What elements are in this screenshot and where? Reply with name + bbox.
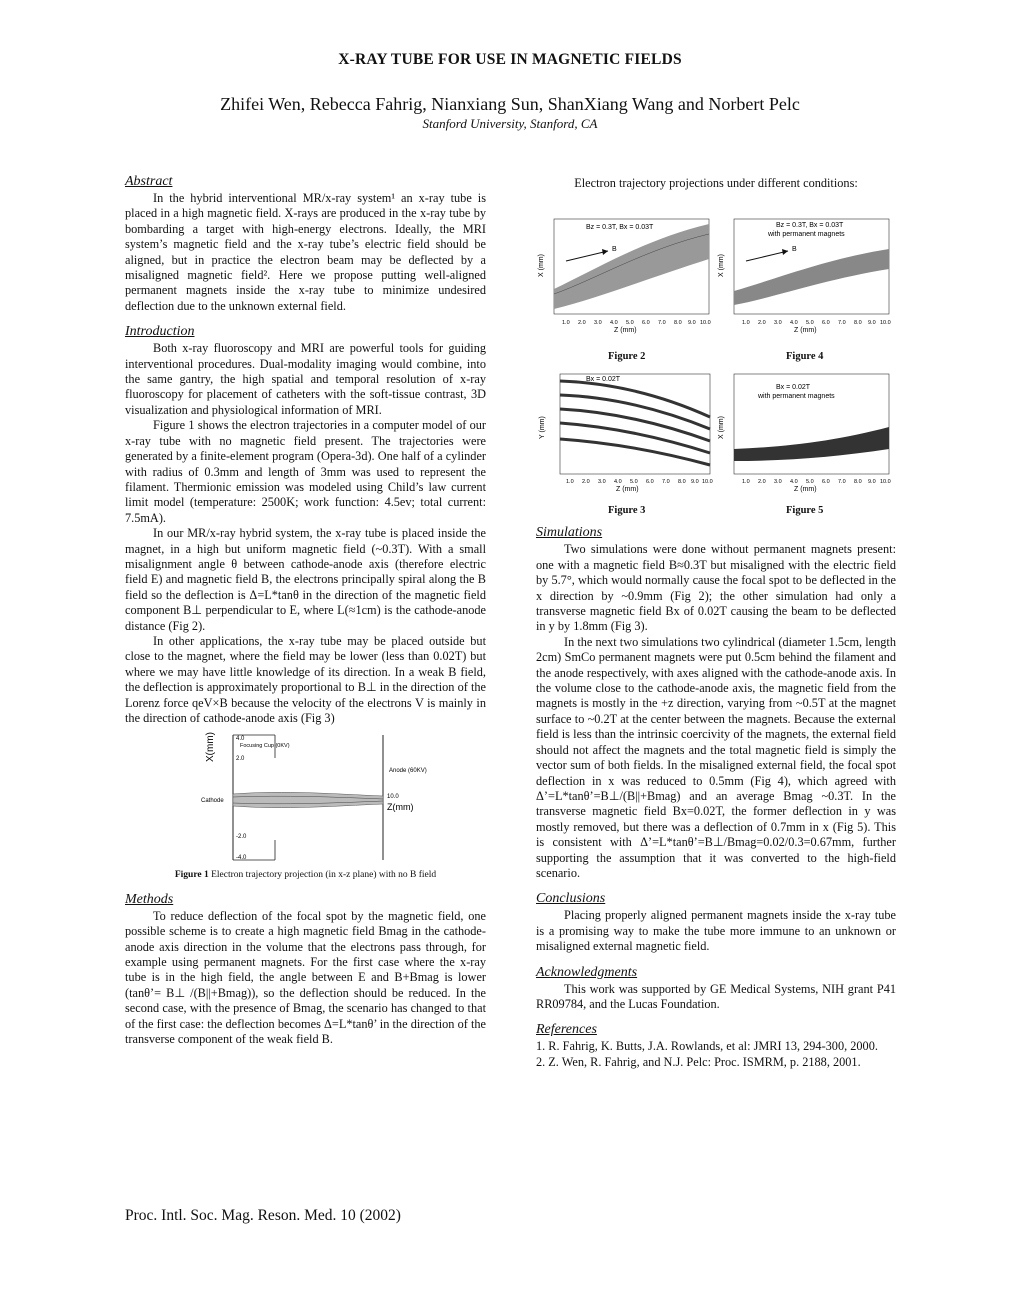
fig2-xtick: 1.0 (562, 320, 570, 327)
figures-grid (536, 199, 896, 517)
fig4-xtick: 9.0 (868, 320, 876, 327)
fig4-xtick: 4.0 (790, 320, 798, 327)
fig4-xtick: 2.0 (758, 320, 766, 327)
fig2-xticks (562, 320, 711, 326)
intro-paragraph-2: Figure 1 shows the electron trajectories in a computer model of our x-ray tube with no magnetic field present. The trajectories were generated by a finite-element program (Opera-3d). One half of a cylinder with radius of 0.3mm and length of 3mm was used to represent the filament. Thermionic emission was modeled using Child’s law current limit model (temperature: 2500K; work function: 4.5ev; total current: 7.5mA). (125, 418, 486, 525)
fig3-xtick: 4.0 (614, 479, 622, 486)
fig1-tick-5: 10.0 (387, 794, 399, 801)
fig4-ylabel: X (mm) (718, 254, 725, 278)
fig5-xtick: 9.0 (868, 479, 876, 486)
fig1-tick-2: 2.0 (236, 756, 245, 763)
references-heading: References (536, 1022, 597, 1038)
fig3-xtick: 8.0 (678, 479, 686, 486)
fig3-xtick: 10.0 (702, 479, 713, 486)
fig1-anode: Anode (60KV) (389, 768, 427, 775)
figure-1 (125, 730, 486, 870)
fig5-xtick: 7.0 (838, 479, 846, 486)
fig3-xtick: 3.0 (598, 479, 606, 486)
fig2-xtick: 7.0 (658, 320, 666, 327)
left-column (125, 174, 486, 1047)
introduction-heading: Introduction (125, 324, 195, 340)
fig1-focusing-cup: Focusing Cup (0KV) (240, 743, 290, 750)
intro-paragraph-1: Both x-ray fluoroscopy and MRI are powerful tools for guiding interventional procedures. Dual-modality imaging would combine, into the same gantry, the high spatial and temporal resolution of x-ray fluoroscopy for placement of catheters with the soft-tissue contrast, 3D visualization and physiological information of MRI. (125, 341, 486, 417)
figure-4-plot (716, 199, 896, 339)
figure-2-plot (536, 199, 716, 339)
fig1-zlabel: Z(mm) (387, 802, 414, 813)
fig5-xtick: 2.0 (758, 479, 766, 486)
author-list: Zhifei Wen, Rebecca Fahrig, Nianxiang Sun, ShanXiang Wang and Norbert Pelc (220, 94, 800, 114)
fig3-xtick: 9.0 (691, 479, 699, 486)
fig1-tick-4: -4.0 (236, 855, 247, 862)
fig4-xtick: 5.0 (806, 320, 814, 327)
figure-1-label: Figure 1 (174, 870, 209, 881)
reference-item: 1. R. Fahrig, K. Butts, J.A. Rowlands, et al: JMRI 13, 294-300, 2000. (536, 1039, 878, 1054)
fig5-subtitle: with permanent magnets (758, 393, 835, 401)
fig5-xticks (742, 479, 891, 485)
figures-heading: Electron trajectory projections under different conditions: (574, 176, 858, 190)
methods-heading: Methods (125, 891, 174, 907)
fig2-ylabel: X (mm) (538, 254, 545, 278)
fig1-ylabel: X(mm) (205, 732, 216, 763)
fig2-xtick: 9.0 (688, 320, 696, 327)
fig3-xtick: 1.0 (566, 479, 574, 486)
fig2-title: Bz = 0.3T, Bx = 0.03T (586, 224, 654, 232)
fig4-subtitle: with permanent magnets (768, 231, 845, 239)
acknowledgments-text: This work was supported by GE Medical Systems, NIH grant P41 RR09784, and the Lucas Foundation. (536, 981, 896, 1011)
fig2-xtick: 2.0 (578, 320, 586, 327)
fig3-xlabel: Z (mm) (616, 486, 639, 494)
paper-title: X-RAY TUBE FOR USE IN MAGNETIC FIELDS (338, 51, 682, 68)
fig2-arrow-label: B (612, 246, 617, 254)
fig5-xtick: 4.0 (790, 479, 798, 486)
fig3-xtick: 2.0 (582, 479, 590, 486)
fig5-xtick: 8.0 (854, 479, 862, 486)
fig5-xtick: 3.0 (774, 479, 782, 486)
fig4-title: Bz = 0.3T, Bx = 0.03T (776, 222, 844, 230)
fig5-ylabel: X (mm) (718, 416, 725, 440)
figure-3-label: Figure 3 (608, 505, 646, 517)
fig2-xtick: 3.0 (594, 320, 602, 327)
fig4-xticks (742, 320, 891, 326)
fig5-xtick: 6.0 (822, 479, 830, 486)
fig2-xtick: 8.0 (674, 320, 682, 327)
figure-2-label: Figure 2 (608, 351, 646, 363)
fig4-arrow-label: B (792, 246, 797, 254)
intro-paragraph-4: In other applications, the x-ray tube may be placed outside but close to the magnet, where the field may be lower (less than 0.02T) but where we may have little knowledge of its direction. In a weak B field, the deflection is approximately proportional to B⊥ in the direction of the Lorenz force qeV×B because the velocity of the electrons V is mainly in the direction of cathode-anode axis (Fig 3) (125, 633, 486, 725)
figure-1-caption-text: Electron trajectory projection (in x-z plane) with no B field (211, 870, 437, 881)
fig3-xtick: 6.0 (646, 479, 654, 486)
affiliation: Stanford University, Stanford, CA (422, 116, 598, 131)
figure-4-label: Figure 4 (786, 351, 824, 363)
fig1-tick-3: -2.0 (236, 834, 247, 841)
fig2-xtick: 5.0 (626, 320, 634, 327)
fig4-xtick: 3.0 (774, 320, 782, 327)
fig5-xtick: 10.0 (880, 479, 891, 486)
conclusions-text: Placing properly aligned permanent magnets inside the x-ray tube is a promising way to make the tube more immune to an unknown or misaligned external magnetic field. (536, 908, 896, 954)
fig5-xtick: 5.0 (806, 479, 814, 486)
fig3-ylabel: Y (mm) (539, 416, 546, 440)
fig4-xtick: 1.0 (742, 320, 750, 327)
simulations-heading: Simulations (536, 525, 603, 541)
fig3-xtick: 5.0 (630, 479, 638, 486)
intro-paragraph-3: In our MR/x-ray hybrid system, the x-ray tube is placed inside the magnet, in a high but uniform magnetic field (~0.3T). With a small misalignment angle θ between cathode-anode axis (therefore electric field E) and magnetic field B, the electrons principally spiral along the B field so the deflection is Δ=L*tanθ in the direction of the magnetic field component B⊥ perpendicular to E, where L(≈1cm) is the cathode-anode distance (Fig 2). (125, 526, 486, 633)
figure-5-label: Figure 5 (786, 505, 824, 517)
fig1-cathode: Cathode (201, 798, 224, 805)
fig4-xtick: 6.0 (822, 320, 830, 327)
fig2-xtick: 10.0 (700, 320, 711, 327)
fig3-xticks (566, 479, 713, 485)
conclusions-heading: Conclusions (536, 891, 606, 907)
fig4-xtick: 7.0 (838, 320, 846, 327)
acknowledgments-heading: Acknowledgments (536, 964, 638, 980)
fig2-xtick: 6.0 (642, 320, 650, 327)
figure-1-plot (125, 730, 486, 870)
page-footer: Proc. Intl. Soc. Mag. Reson. Med. 10 (2002) (125, 1207, 401, 1224)
fig4-xtick: 10.0 (880, 320, 891, 327)
abstract-heading: Abstract (125, 174, 173, 189)
fig4-xlabel: Z (mm) (794, 327, 817, 335)
fig2-xlabel: Z (mm) (614, 327, 637, 335)
fig5-xlabel: Z (mm) (794, 486, 817, 494)
right-column (536, 176, 896, 1070)
figure-1-caption (125, 868, 486, 883)
abstract-text: In the hybrid interventional MR/x-ray system¹ an x-ray tube is placed in a high magnetic field. X-rays are produced in the x-ray tube by bombarding a target with high-energy electrons. Ideally, the MRI system’s magnetic field and the x-ray tube’s electric field should be aligned, but in practice the electron beam may be deflected by a misaligned magnetic field². Here we propose putting well-aligned permanent magnets inside the x-ray tube to minimize undesired deflection due to the unknown external field. (125, 191, 486, 313)
fig2-xtick: 4.0 (610, 320, 618, 327)
simulations-paragraph-2: In the next two simulations two cylindrical (diameter 1.5cm, length 2cm) SmCo permanent magnets were put 0.5cm behind the filament and the anode respectively, with axes aligned with the cathode-anode axis. In the volume close to the cathode-anode axis, the magnetic field from the magnets is mostly in the +z direction, varying from ~0.5T at the magnet surface to ~0.2T at the center between the magnets. Because the external field is less than the intrinsic coercivity of the magnets, the external field should not affect the magnets and the total magnetic field is simply the vector sum of both fields. In the misaligned external field, the focal spot deflection in x was reduced to 0.5mm (Fig 4), which agreed with Δ’=L*tanθ’=B⊥/(B||+Bmag) and an average Bmag ~0.3T. In the transverse magnetic field Bx=0.02T, the former deflection in y was mostly removed, but there was a deflection of 0.7mm in x (Fig 5). This is consistent with Δ’=L*tanθ’=B⊥/Bmag=0.02/0.3=0.67mm, further supporting the assumption that it was converted to the high-field scenario. (536, 634, 896, 880)
fig3-title: Bx = 0.02T (586, 376, 621, 384)
reference-item: 2. Z. Wen, R. Fahrig, and N.J. Pelc: Proc. ISMRM, p. 2188, 2001. (536, 1054, 861, 1069)
fig1-tick-1: 4.0 (236, 736, 245, 743)
simulations-paragraph-1: Two simulations were done without permanent magnets present: one with a magnetic field B≈0.3T but misaligned with the electric field by 5.7°, which would normally cause the focal spot to be deflected in the x direction by ~0.9mm (Fig 2); the other simulation had only a transverse magnetic field Bx of 0.02T causing the beam to be deflected in y by 1.8mm (Fig 3). (536, 542, 896, 634)
figure-3-plot (536, 369, 716, 499)
methods-paragraph: To reduce deflection of the focal spot by the magnetic field, one possible scheme is to create a high magnetic field Bmag in the cathode-anode axis direction in the volume that the electrons pass through, for example using permanent magnets. For the first case where the x-ray tube is in the high field, the angle between E and B+Bmag is lower (tanθ’= B⊥ /(B||+Bmag)), so the deflection should be reduced. In the second case, with the presence of Bmag, the scenario has changed to that of the first case: the deflection becomes Δ=L*tanθ’ in the direction of the transverse component of the weak field B. (125, 908, 486, 1047)
figure-5-plot (716, 369, 896, 499)
fig5-title: Bx = 0.02T (776, 384, 811, 392)
fig5-xtick: 1.0 (742, 479, 750, 486)
fig4-xtick: 8.0 (854, 320, 862, 327)
fig3-xtick: 7.0 (662, 479, 670, 486)
